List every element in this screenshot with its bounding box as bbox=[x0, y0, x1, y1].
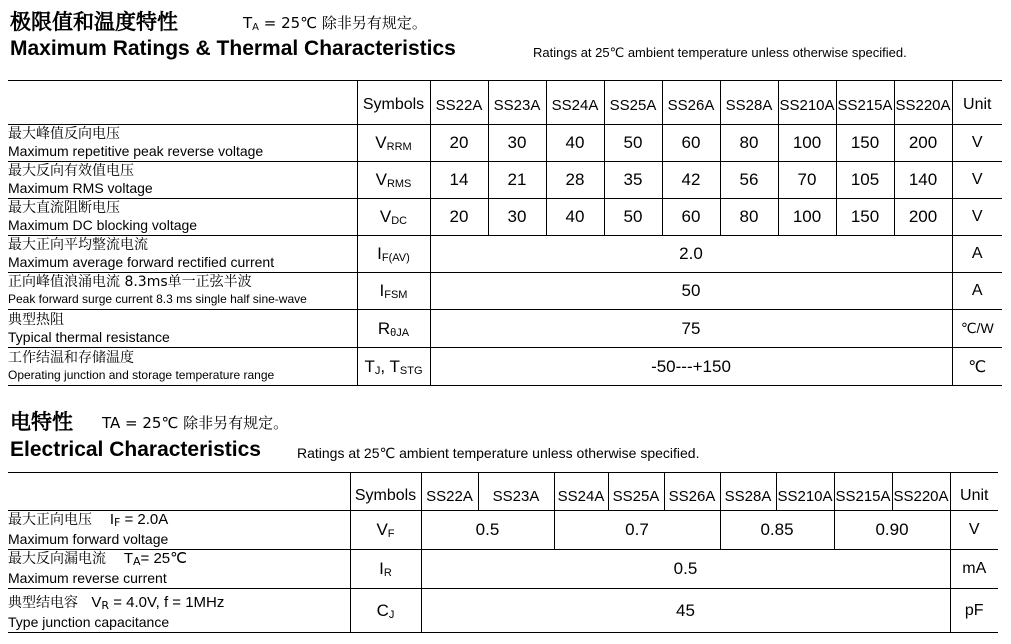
table-row bbox=[8, 348, 1002, 386]
row-value: 2.0 bbox=[430, 236, 952, 273]
row-value: 20 bbox=[430, 125, 488, 162]
row-value: 56 bbox=[720, 162, 778, 199]
header-part: SS25A bbox=[608, 473, 664, 511]
row-symbol: $I_{F(AV)}$ bbox=[357, 236, 430, 273]
header-unit: Unit bbox=[952, 81, 1002, 125]
header-part: SS26A bbox=[662, 81, 720, 125]
table-row bbox=[8, 511, 998, 550]
row-unit: ℃/W bbox=[952, 310, 1002, 348]
row-value: 140 bbox=[894, 162, 952, 199]
row-unit: ℃ bbox=[952, 348, 1002, 386]
header-unit: Unit bbox=[950, 473, 998, 511]
row-value: 200 bbox=[894, 125, 952, 162]
row-symbol: $I_{FSM}$ bbox=[357, 273, 430, 310]
row-symbol: $R_{\theta JA}$ bbox=[357, 310, 430, 348]
header-part: SS28A bbox=[720, 81, 778, 125]
header-part: SS23A bbox=[488, 81, 546, 125]
row-value: 0.90 bbox=[834, 511, 950, 550]
table-header-row bbox=[8, 81, 1002, 125]
row-value: 0.7 bbox=[554, 511, 720, 550]
header-part: SS23A bbox=[478, 473, 554, 511]
row-symbol: $T_J$, $T_{STG}$ bbox=[357, 348, 430, 386]
row-label: 工作结温和存储温度 Operating junction and storage temperature range bbox=[8, 348, 357, 386]
table-row bbox=[8, 550, 998, 589]
row-value: 105 bbox=[836, 162, 894, 199]
header-part: SS215A bbox=[836, 81, 894, 125]
header-part: SS28A bbox=[720, 473, 776, 511]
header-part: SS220A bbox=[892, 473, 950, 511]
header-part: SS215A bbox=[834, 473, 892, 511]
section1-title-cn: 极限值和温度特性 bbox=[10, 10, 178, 34]
row-value: -50---+150 bbox=[430, 348, 952, 386]
row-unit: A bbox=[952, 273, 1002, 310]
header-part: SS210A bbox=[778, 81, 836, 125]
row-value: 42 bbox=[662, 162, 720, 199]
row-unit: A bbox=[952, 236, 1002, 273]
header-part: SS24A bbox=[546, 81, 604, 125]
row-value: 80 bbox=[720, 199, 778, 236]
row-value: 20 bbox=[430, 199, 488, 236]
row-value: 80 bbox=[720, 125, 778, 162]
header-symbols: Symbols bbox=[357, 81, 430, 125]
row-value: 150 bbox=[836, 199, 894, 236]
row-label: 正向峰值浪涌电流 8.3ms单一正弦半波 Peak forward surge current 8.3 ms single half sine-wave bbox=[8, 273, 357, 310]
row-value: 100 bbox=[778, 125, 836, 162]
row-unit: V bbox=[952, 199, 1002, 236]
row-unit: mA bbox=[950, 550, 998, 589]
row-label: 最大正向电压 $I_F = 2.0A$ Maximum forward voltage bbox=[8, 511, 350, 550]
row-symbol: $V_{RMS}$ bbox=[357, 162, 430, 199]
row-value: 0.5 bbox=[421, 511, 554, 550]
header-part: SS22A bbox=[430, 81, 488, 125]
row-unit: V bbox=[952, 162, 1002, 199]
row-label: 最大反向有效值电压 Maximum RMS voltage bbox=[8, 162, 357, 199]
header-part: SS22A bbox=[421, 473, 478, 511]
header-part: SS26A bbox=[664, 473, 720, 511]
section1-condition: $T_A$ = 25℃ 除非另有规定。 bbox=[243, 14, 427, 33]
row-label: 典型结电容 $V_R = 4.0V$, f = 1MHz Type junction capacitance bbox=[8, 589, 350, 633]
header-part: SS210A bbox=[776, 473, 834, 511]
row-value: 30 bbox=[488, 199, 546, 236]
row-unit: pF bbox=[950, 589, 998, 633]
row-label: 最大正向平均整流电流 Maximum average forward rectified current bbox=[8, 236, 357, 273]
row-value: 60 bbox=[662, 199, 720, 236]
row-value: 28 bbox=[546, 162, 604, 199]
row-label: 最大峰值反向电压 Maximum repetitive peak reverse voltage bbox=[8, 125, 357, 162]
row-value: 50 bbox=[430, 273, 952, 310]
section2-note: Ratings at 25℃ ambient temperature unless otherwise specified. bbox=[297, 445, 700, 461]
section1-note: Ratings at 25℃ ambient temperature unless otherwise specified. bbox=[533, 45, 907, 60]
row-value: 100 bbox=[778, 199, 836, 236]
table-row bbox=[8, 310, 1002, 348]
row-value: 40 bbox=[546, 199, 604, 236]
row-label: 典型热阻 Typical thermal resistance bbox=[8, 310, 357, 348]
table-row bbox=[8, 162, 1002, 199]
table-row bbox=[8, 589, 998, 633]
row-label: 最大直流阻断电压 Maximum DC blocking voltage bbox=[8, 199, 357, 236]
header-part: SS25A bbox=[604, 81, 662, 125]
electrical-table bbox=[8, 472, 998, 633]
table-row bbox=[8, 236, 1002, 273]
row-value: 40 bbox=[546, 125, 604, 162]
row-value: 50 bbox=[604, 125, 662, 162]
row-unit: V bbox=[950, 511, 998, 550]
row-symbol: $V_F$ bbox=[350, 511, 421, 550]
section1-title-en: Maximum Ratings & Thermal Characteristics bbox=[10, 37, 456, 60]
row-value: 70 bbox=[778, 162, 836, 199]
row-value: 60 bbox=[662, 125, 720, 162]
row-value: 30 bbox=[488, 125, 546, 162]
max-ratings-table bbox=[8, 80, 1002, 386]
header-part: SS220A bbox=[894, 81, 952, 125]
table-header-row bbox=[8, 473, 998, 511]
row-unit: V bbox=[952, 125, 1002, 162]
row-symbol: $I_R$ bbox=[350, 550, 421, 589]
row-value: 35 bbox=[604, 162, 662, 199]
row-value: 50 bbox=[604, 199, 662, 236]
section2-title-en: Electrical Characteristics bbox=[10, 438, 261, 461]
row-value: 45 bbox=[421, 589, 950, 633]
row-value: 200 bbox=[894, 199, 952, 236]
section2-title-cn: 电特性 bbox=[10, 410, 73, 434]
row-symbol: $V_{DC}$ bbox=[357, 199, 430, 236]
row-value: 21 bbox=[488, 162, 546, 199]
row-symbol: $C_J$ bbox=[350, 589, 421, 633]
row-value: 0.5 bbox=[421, 550, 950, 589]
header-symbols: Symbols bbox=[350, 473, 421, 511]
row-value: 150 bbox=[836, 125, 894, 162]
row-symbol: $V_{RRM}$ bbox=[357, 125, 430, 162]
table-row bbox=[8, 199, 1002, 236]
header-part: SS24A bbox=[554, 473, 608, 511]
row-value: 14 bbox=[430, 162, 488, 199]
table-row bbox=[8, 273, 1002, 310]
table-row bbox=[8, 125, 1002, 162]
row-label: 最大反向漏电流 $T_A=$ 25℃ Maximum reverse current bbox=[8, 550, 350, 589]
row-value: 75 bbox=[430, 310, 952, 348]
row-value: 0.85 bbox=[720, 511, 834, 550]
section2-condition: TA = 25℃ 除非另有规定。 bbox=[102, 414, 289, 432]
